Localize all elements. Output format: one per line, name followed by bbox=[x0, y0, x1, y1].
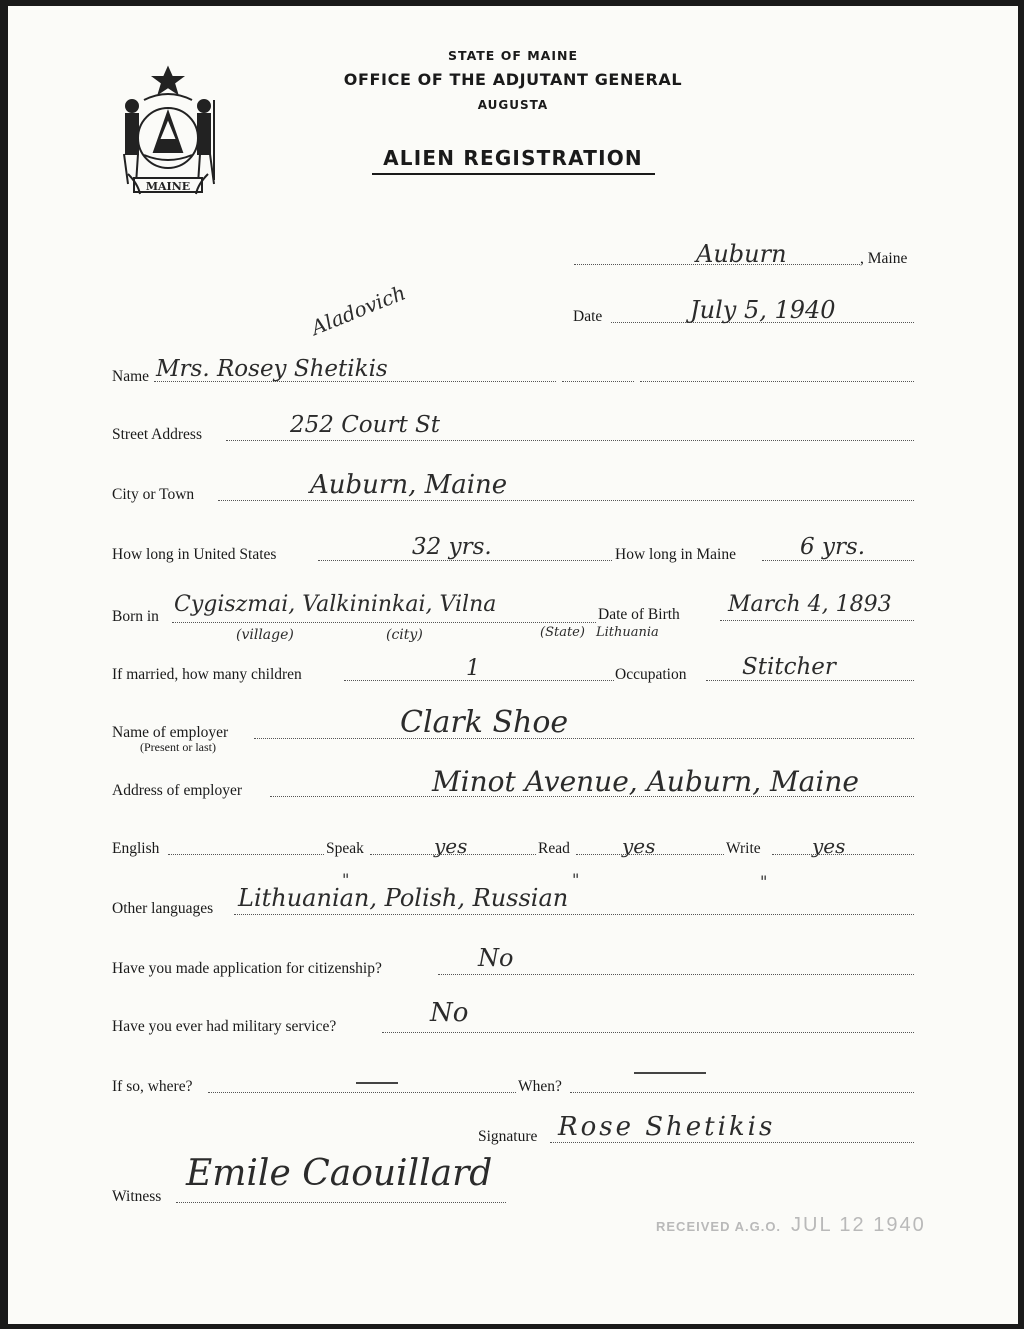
how-long-maine-line bbox=[762, 560, 914, 561]
military-entry: No bbox=[430, 998, 469, 1028]
town-entry: Auburn bbox=[696, 240, 787, 268]
when-dash bbox=[634, 1072, 706, 1074]
city-line bbox=[218, 500, 914, 501]
english-label: English bbox=[112, 840, 160, 857]
military-label: Have you ever had military service? bbox=[112, 1018, 337, 1035]
city-entry: Auburn, Maine bbox=[310, 470, 508, 500]
registration-form bbox=[8, 6, 1018, 1324]
occupation-label: Occupation bbox=[615, 666, 687, 683]
stamp-date-text: JUL 12 1940 bbox=[791, 1214, 926, 1236]
city-label: City or Town bbox=[112, 486, 195, 503]
born-country-entry: Lithuania bbox=[596, 625, 659, 640]
occupation-entry: Stitcher bbox=[742, 654, 836, 680]
witness-line bbox=[176, 1202, 506, 1203]
maine-suffix: , Maine bbox=[860, 250, 908, 267]
signature-line bbox=[550, 1142, 914, 1143]
born-place-entry: Cygiszmai, Valkininkai, Vilna bbox=[174, 592, 497, 617]
when-line bbox=[570, 1092, 914, 1093]
how-long-maine-label: How long in Maine bbox=[615, 546, 736, 563]
signature-label: Signature bbox=[478, 1128, 538, 1145]
military-line bbox=[382, 1032, 914, 1033]
ditto-mark-1: " bbox=[342, 870, 350, 889]
read-entry: yes bbox=[622, 834, 656, 858]
born-state-note: (State) bbox=[540, 625, 585, 640]
how-long-us-label: How long in United States bbox=[112, 546, 277, 563]
street-label: Street Address bbox=[112, 426, 202, 443]
date-of-birth-line bbox=[720, 620, 914, 621]
born-in-line bbox=[172, 622, 596, 623]
where-dash bbox=[356, 1082, 398, 1084]
ditto-mark-3: " bbox=[760, 872, 768, 891]
born-in-label: Born in bbox=[112, 608, 159, 625]
date-label: Date bbox=[573, 308, 603, 325]
employer-address-entry: Minot Avenue, Auburn, Maine bbox=[432, 765, 859, 798]
children-label: If married, how many children bbox=[112, 666, 302, 683]
other-languages-label: Other languages bbox=[112, 900, 214, 917]
where-line bbox=[208, 1092, 516, 1093]
employer-entry: Clark Shoe bbox=[400, 705, 569, 740]
other-languages-line bbox=[234, 914, 914, 915]
stamp-received-text: RECEIVED A.G.O. bbox=[656, 1219, 782, 1234]
employer-sublabel: (Present or last) bbox=[140, 740, 216, 754]
name-entry: Mrs. Rosey Shetikis bbox=[156, 356, 388, 382]
write-entry: yes bbox=[812, 834, 846, 858]
employer-address-label: Address of employer bbox=[112, 782, 242, 799]
street-entry: 252 Court St bbox=[290, 412, 441, 438]
date-entry: July 5, 1940 bbox=[690, 296, 836, 324]
received-stamp bbox=[656, 1214, 926, 1237]
citizenship-entry: No bbox=[478, 944, 514, 972]
office-heading: OFFICE OF THE ADJUTANT GENERAL bbox=[343, 70, 683, 89]
born-village-note: (village) bbox=[236, 627, 294, 643]
date-of-birth-entry: March 4, 1893 bbox=[728, 592, 892, 617]
citizenship-line bbox=[438, 974, 914, 975]
children-entry: 1 bbox=[466, 656, 480, 681]
if-so-where-label: If so, where? bbox=[112, 1078, 193, 1095]
write-label: Write bbox=[726, 840, 761, 857]
read-label: Read bbox=[538, 840, 570, 857]
name-line-2 bbox=[562, 381, 634, 382]
english-line bbox=[168, 854, 324, 855]
name-insert-entry: Aladovich bbox=[307, 280, 409, 340]
years-maine-entry: 6 yrs. bbox=[800, 534, 866, 560]
employer-line bbox=[254, 738, 914, 739]
title-underline bbox=[372, 173, 655, 175]
speak-entry: yes bbox=[434, 834, 468, 858]
state-heading: STATE OF MAINE bbox=[448, 48, 578, 63]
form-title: ALIEN REGISTRATION bbox=[383, 146, 643, 170]
date-of-birth-label: Date of Birth bbox=[598, 606, 680, 623]
ditto-mark-2: " bbox=[572, 870, 580, 889]
when-label: When? bbox=[518, 1078, 562, 1095]
street-line bbox=[226, 440, 914, 441]
witness-label: Witness bbox=[112, 1188, 162, 1205]
witness-entry: Emile Caouillard bbox=[186, 1153, 493, 1194]
speak-label: Speak bbox=[326, 840, 364, 857]
occupation-line bbox=[706, 680, 914, 681]
name-line-3 bbox=[640, 381, 914, 382]
seal-banner-text: MAINE bbox=[145, 180, 191, 193]
how-long-us-line bbox=[318, 560, 612, 561]
city-heading: AUGUSTA bbox=[477, 98, 549, 112]
citizenship-label: Have you made application for citizenship? bbox=[112, 960, 382, 977]
employer-label: Name of employer bbox=[112, 724, 229, 741]
years-us-entry: 32 yrs. bbox=[412, 534, 492, 560]
name-label: Name bbox=[112, 368, 150, 385]
other-languages-entry: Lithuanian, Polish, Russian bbox=[238, 884, 569, 912]
born-city-note: (city) bbox=[386, 627, 423, 643]
signature-entry: Rose Shetikis bbox=[558, 1112, 776, 1142]
